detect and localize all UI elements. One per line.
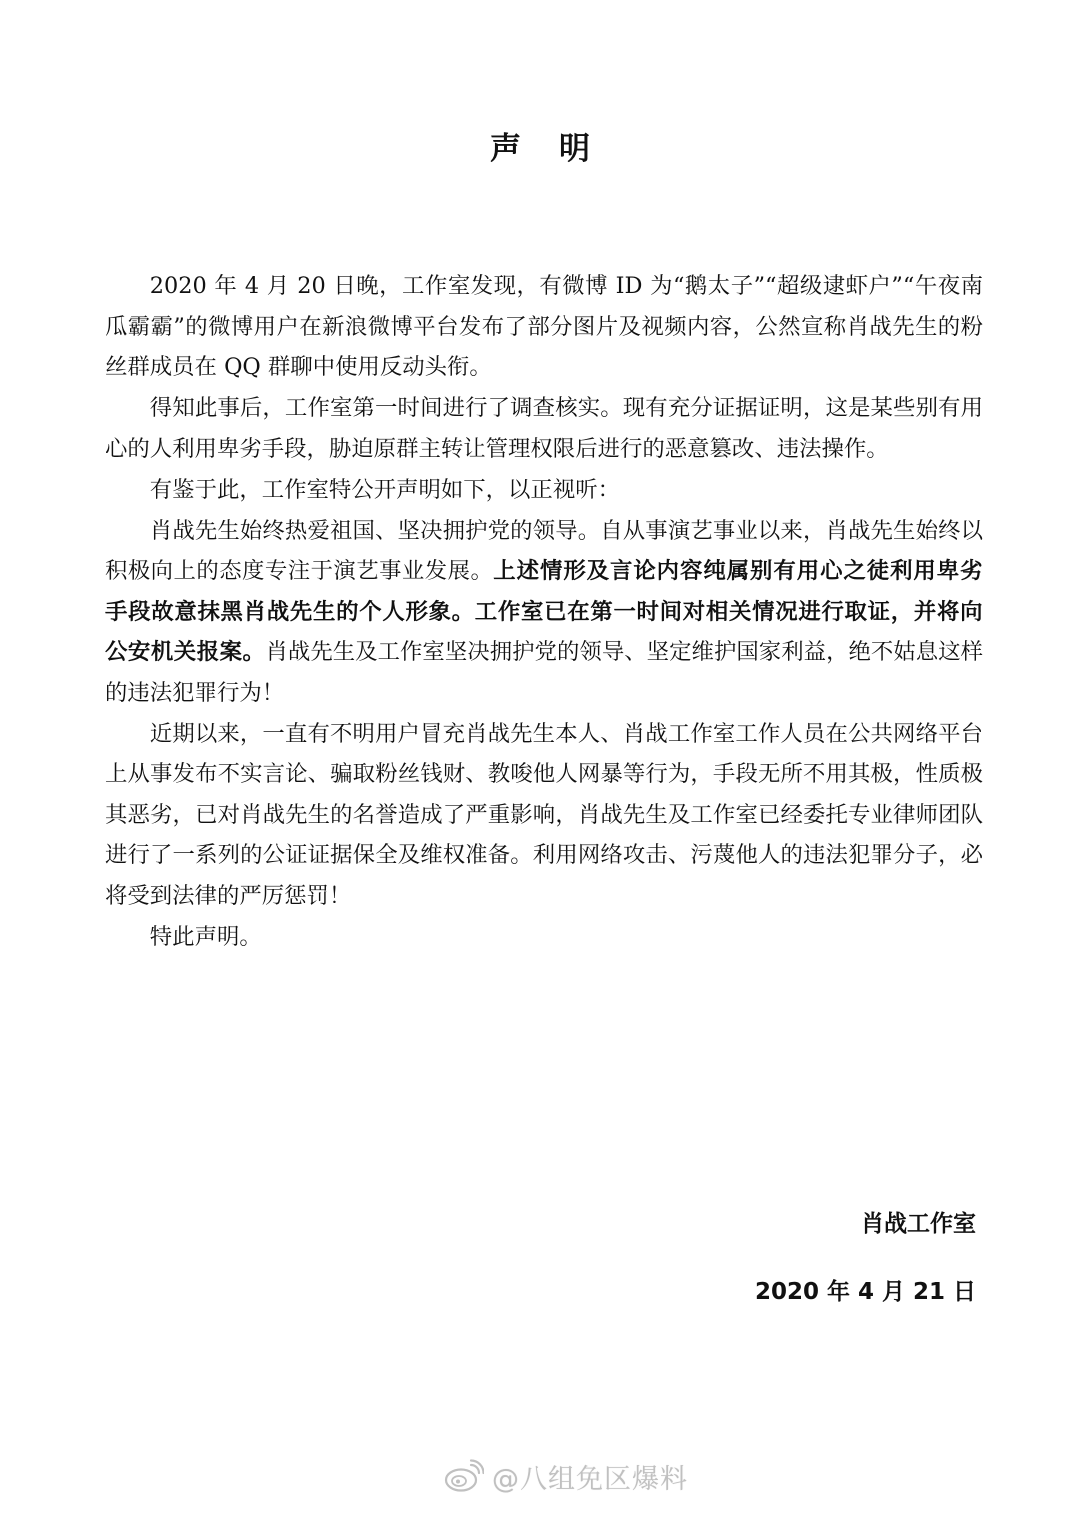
emphasized-text: 上述情形及言论内容纯属别有用心之徒利用卑劣手段故意抹黑肖战先生的个人形象。工作室已在第一时间对相关情况进行取证，并将向公安机关报案。 <box>105 558 984 666</box>
paragraph-text: 特此声明。 <box>149 923 262 950</box>
paragraph <box>105 714 983 917</box>
paragraph-text: 肖战先生及工作室坚决拥护党的领导、坚定维护国家利益，绝不姑息这样的违法犯罪行为！ <box>105 639 984 706</box>
paragraph <box>105 470 983 511</box>
paragraph-text: 有鉴于此，工作室特公开声明如下，以正视听： <box>149 476 620 503</box>
paragraph-text: 肖战先生始终热爱祖国、坚决拥护党的领导。自从事演艺事业以来，肖战先生始终以积极向上的态度专注于演艺事业发展。 <box>105 517 983 585</box>
paragraph <box>105 511 983 714</box>
watermark-text: @八组免区爆料 <box>492 1463 688 1495</box>
signature: 肖战工作室 <box>861 1211 976 1237</box>
weibo-logo-icon <box>444 1459 484 1493</box>
paragraph-text: 近期以来，一直有不明用户冒充肖战先生本人、肖战工作室工作人员在公共网络平台上从事发布不实言论、骗取粉丝钱财、教唆他人网暴等行为，手段无所不用其极，性质极其恶劣，已对肖战先生的名誉造成了严重影响，肖战先生及工作室已经委托专业律师团队进行了一系列的公证证据保全及维权准备。利用网络攻击、污蔑他人的违法犯罪分子，必将受到法律的严厉惩罚！ <box>105 720 983 909</box>
watermark <box>444 1456 688 1496</box>
paragraph <box>105 266 983 388</box>
document-title: 声明 <box>490 131 628 167</box>
paragraph <box>105 388 983 469</box>
document-date: 2020 年 4 月 21 日 <box>754 1279 976 1305</box>
paragraph-text: 2020 年 4 月 20 日晚，工作室发现，有微博 ID 为“鹅太子”“超级逮虾户”“午夜南瓜霸霸”的微博用户在新浪微博平台发布了部分图片及视频内容，公然宣称肖战先生的粉丝群成员在 QQ 群聊中使用反动头衔。 <box>105 273 983 380</box>
paragraph <box>105 917 983 958</box>
document-body <box>105 266 983 958</box>
paragraph-text: 得知此事后，工作室第一时间进行了调查核实。现有充分证据证明，这是某些别有用心的人利用卑劣手段，胁迫原群主转让管理权限后进行的恶意篡改、违法操作。 <box>105 395 983 462</box>
